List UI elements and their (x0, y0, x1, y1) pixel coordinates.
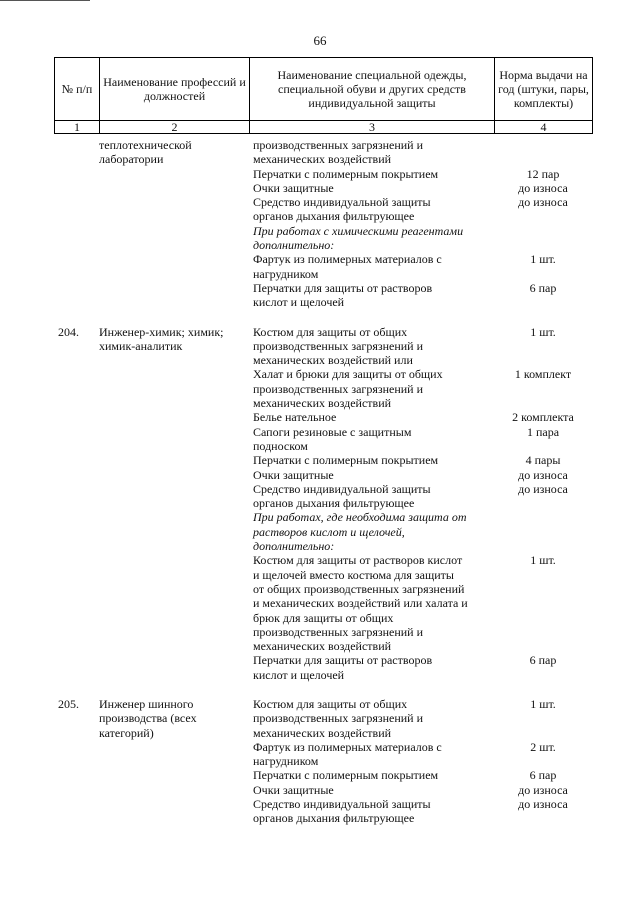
norm-value (494, 353, 592, 367)
profession-line: лаборатории (99, 152, 164, 167)
header-num-1: 1 (55, 121, 100, 134)
equipment-line: Средство индивидуальной защиты (253, 195, 431, 210)
entry-norm (494, 325, 592, 682)
norm-value (494, 496, 592, 510)
norm-value (494, 668, 592, 682)
norm-value (494, 711, 592, 725)
norm-value: 6 пар (529, 653, 557, 668)
header-col-number: № п/п (55, 58, 100, 121)
page-number: 66 (313, 33, 327, 48)
norm-value (494, 525, 592, 539)
entry-equipment (249, 138, 494, 310)
norm-value (494, 510, 592, 524)
equipment-line: производственных загрязнений и (253, 138, 424, 152)
equipment-line: органов дыхания фильтрующее (253, 496, 415, 511)
header-num-2: 2 (100, 121, 250, 134)
entry-number: 205. (58, 696, 79, 711)
norm-value (494, 382, 592, 396)
equipment-line: и механических воздействий или халата и (253, 596, 468, 611)
equipment-line: Перчатки с полимерным покрытием (253, 453, 439, 468)
entry-equipment (249, 325, 494, 682)
equipment-line: механических воздействий (253, 396, 392, 411)
norm-value: 1 шт. (530, 553, 556, 568)
profession-line: категорий) (99, 725, 154, 740)
entry-equipment (249, 697, 494, 826)
entry-profession (99, 138, 249, 310)
equipment-line: Перчатки с полимерным покрытием (253, 166, 439, 181)
header-col-profession: Наименование профессий и должностей (100, 58, 250, 121)
norm-value (494, 539, 592, 553)
condition-line: дополнительно: (253, 539, 335, 554)
profession-line: Инженер шинного (99, 696, 194, 711)
norm-value (494, 209, 592, 223)
norm-value: до износа (518, 467, 568, 482)
header-col-equipment: Наименование специальной одежды, специальной обуви и других средств индивидуальной защиты (250, 58, 495, 121)
equipment-line: Костюм для защиты от общих (253, 696, 408, 711)
equipment-line: Костюм для защиты от общих (253, 324, 408, 339)
equipment-line: Халат и брюки для защиты от общих (253, 367, 443, 382)
profession-line: химик-аналитик (99, 338, 183, 353)
table-header (54, 57, 593, 134)
norm-value (494, 754, 592, 768)
norm-value (494, 224, 592, 238)
profession-line: производства (всех (99, 711, 197, 726)
equipment-line: Средство индивидуальной защиты (253, 797, 431, 812)
norm-value: до износа (518, 797, 568, 812)
norm-value: 6 пар (529, 768, 557, 783)
table-row (54, 325, 592, 682)
norm-value (494, 396, 592, 410)
norm-value (494, 267, 592, 281)
norm-value: до износа (518, 481, 568, 496)
norm-value (494, 639, 592, 653)
norm-value (494, 238, 592, 252)
entry-norm (494, 697, 592, 826)
equipment-line: Сапоги резиновые с защитным (253, 424, 412, 439)
equipment-line: механических воздействий или (253, 353, 413, 368)
equipment-line: Фартук из полимерных материалов с (253, 252, 442, 267)
norm-value: 4 пары (525, 453, 561, 468)
equipment-line: и щелочей вместо костюма для защиты (253, 567, 454, 582)
equipment-line: кислот и щелочей (253, 667, 345, 682)
table-row (54, 138, 592, 310)
equipment-line: кислот и щелочей (253, 295, 345, 310)
entry-gap (54, 310, 592, 325)
norm-value: 1 пара (526, 424, 560, 439)
equipment-line: органов дыхания фильтрующее (253, 209, 415, 224)
norm-value: 1 шт. (530, 252, 556, 267)
norm-value (494, 138, 592, 152)
norm-value: 2 комплекта (512, 410, 574, 425)
equipment-line: брюк для защиты от общих (253, 610, 394, 625)
entry-norm (494, 138, 592, 310)
norm-value: 1 шт. (530, 324, 556, 339)
norm-value (494, 811, 592, 825)
equipment-line: нагрудником (253, 754, 319, 769)
equipment-line: механических воздействий (253, 152, 392, 167)
norm-value: 6 пар (529, 280, 557, 295)
norm-value: до износа (518, 180, 568, 195)
header-col-norm: Норма выдачи на год (штуки, пары, комплекты) (495, 58, 593, 121)
equipment-line: механических воздействий (253, 639, 392, 654)
norm-value: до износа (518, 782, 568, 797)
header-num-3: 3 (250, 121, 495, 134)
top-rule (0, 0, 90, 1)
entry-number: 204. (58, 324, 79, 339)
profession-line: теплотехнической (99, 138, 192, 152)
equipment-line: Перчатки для защиты от растворов (253, 653, 433, 668)
header-num-4: 4 (495, 121, 593, 134)
equipment-line: от общих производственных загрязнений (253, 581, 465, 596)
norm-value (494, 568, 592, 582)
equipment-line: Очки защитные (253, 180, 334, 195)
condition-line: дополнительно: (253, 238, 335, 253)
condition-line: При работах с химическими реагентами (253, 223, 464, 238)
equipment-line: органов дыхания фильтрующее (253, 811, 415, 826)
entry-profession (99, 325, 249, 682)
norm-value: 1 комплект (514, 367, 572, 382)
equipment-line: Белье нательное (253, 410, 337, 425)
norm-value (494, 582, 592, 596)
table-body (54, 138, 592, 826)
equipment-line: механических воздействий (253, 725, 392, 740)
entry-gap (54, 682, 592, 697)
equipment-line: Очки защитные (253, 782, 334, 797)
equipment-line: нагрудником (253, 266, 319, 281)
norm-value: 1 шт. (530, 696, 556, 711)
norm-value: до износа (518, 195, 568, 210)
norm-value (494, 339, 592, 353)
condition-line: При работах, где необходима защита от (253, 510, 467, 525)
norm-value (494, 439, 592, 453)
profession-line: Инженер-химик; химик; (99, 324, 224, 339)
equipment-line: производственных загрязнений и (253, 624, 424, 639)
norm-value (494, 625, 592, 639)
equipment-line: производственных загрязнений и (253, 381, 424, 396)
norm-value (494, 152, 592, 166)
equipment-line: Очки защитные (253, 467, 334, 482)
equipment-line: Перчатки для защиты от растворов (253, 280, 433, 295)
equipment-line: Перчатки с полимерным покрытием (253, 768, 439, 783)
equipment-line: Фартук из полимерных материалов с (253, 739, 442, 754)
norm-value (494, 726, 592, 740)
norm-value: 12 пар (526, 166, 560, 181)
condition-line: растворов кислот и щелочей, (253, 524, 405, 539)
norm-value (494, 295, 592, 309)
equipment-line: подноском (253, 438, 308, 453)
norm-value: 2 шт. (530, 739, 556, 754)
equipment-line: Костюм для защиты от растворов кислот (253, 553, 463, 568)
entry-profession (99, 697, 249, 826)
equipment-line: производственных загрязнений и (253, 711, 424, 726)
norm-value (494, 611, 592, 625)
norm-value (494, 596, 592, 610)
table-row (54, 697, 592, 826)
equipment-line: производственных загрязнений и (253, 338, 424, 353)
equipment-line: Средство индивидуальной защиты (253, 481, 431, 496)
entry-number (54, 138, 99, 310)
